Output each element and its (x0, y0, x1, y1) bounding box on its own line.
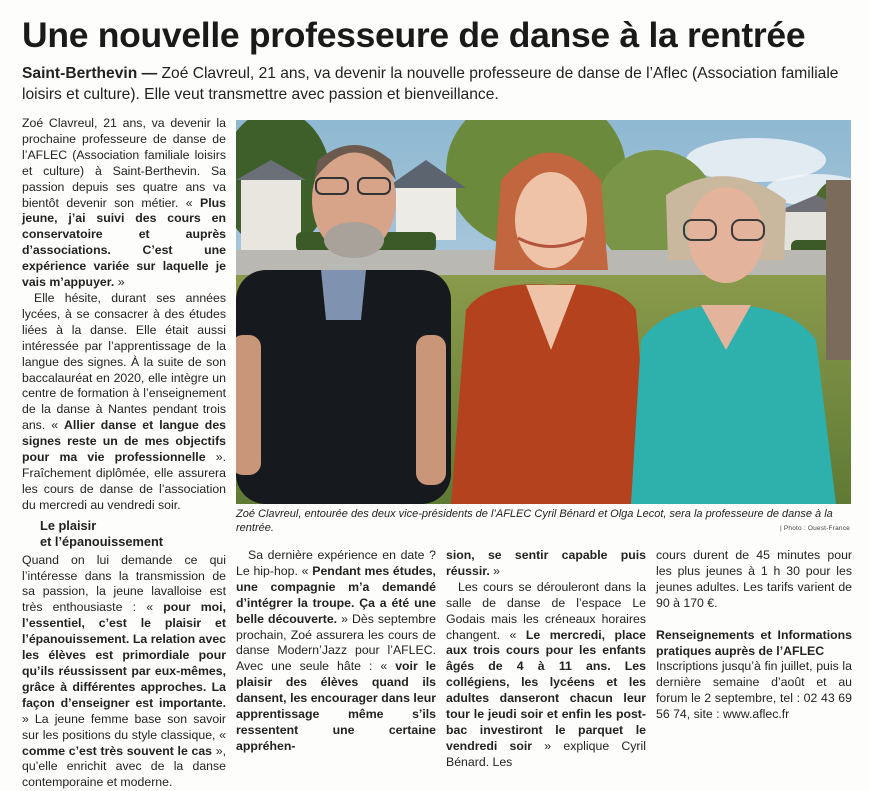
text: Les cours se dérouleront dans la salle de danse de l’espace Le Godais mais les créneaux horaires changent. « (446, 579, 646, 642)
text: » (489, 563, 501, 578)
text: Sa dernière expérience en date ? Le hip-hop. « (236, 548, 436, 578)
text: » explique Cyril Bénard. Les (446, 738, 646, 769)
photo-credit: | Photo : Ouest-France (779, 525, 850, 532)
info-title (656, 628, 852, 660)
quote: Le mercredi, place aux trois cours pour les enfants âgés de 4 à 11 ans. Les collégiens, les lycéens et les adultes danseront chacun leur tour le jeudi soir et enfin les post-bac investiront le parquet le vendredi soir (446, 627, 646, 753)
col3-paragraph-2 (446, 580, 646, 771)
info-title-text: Renseignements et Informations pratiques auprès de l’AFLEC (656, 627, 852, 658)
column-2 (236, 548, 436, 755)
quote: Plus jeune, j’ai suivi des cours en conservatoire et auprès d’associations. C’est une expérience variée sur laquelle je vais m’appuyer. (22, 195, 226, 290)
subheading (40, 518, 226, 550)
column-4 (656, 548, 852, 723)
text: ». Fraîchement diplômée, elle assurera les cours de danse de l’association du mercredi au vendredi soir. (22, 450, 226, 512)
text: Zoé Clavreul, 21 ans, va devenir la prochaine professeure de danse de l’AFLEC (Association familiale loisirs et culture) à Saint-Berthevin. Sa passion depuis ses quatre ans va bientôt devenir son métier. « (22, 116, 226, 210)
article-photo (236, 120, 851, 504)
photo-illustration (236, 120, 851, 504)
column-1 (22, 116, 226, 791)
text: Quand on lui demande ce qui l’intéresse dans la transmission de sa passion, la jeune lavalloise est très enthousiaste : « (22, 552, 226, 615)
lead-place: Saint-Berthevin — (22, 65, 158, 82)
quote: sion, se sentir capable puis réussir. (446, 548, 646, 578)
text: », qu’elle enrichit avec de la danse contemporaine et moderne. (22, 743, 226, 790)
lead-text: Zoé Clavreul, 21 ans, va devenir la nouvelle professeure de danse de l’Aflec (Association familiale loisirs et culture). Elle veut transmettre avec passion et bienveillance. (22, 65, 839, 103)
text: » La jeune femme base son savoir sur les positions du style classique, « (22, 711, 226, 742)
col1-paragraph-3 (22, 553, 226, 791)
col1-paragraph-2 (22, 291, 226, 514)
quote: pour moi, l’essentiel, c’est le plaisir et l’épanouissement. La relation avec les élèves est primordiale pour qu’ils réussissent par eux-mêmes, grâce à différentes approches. La façon d’enseigner est importante. (22, 600, 226, 710)
column-3 (446, 548, 646, 771)
headline: Une nouvelle professeure de danse à la rentrée (22, 15, 806, 55)
col1-paragraph-1 (22, 116, 226, 291)
col2-paragraph-1 (236, 548, 436, 755)
quote: comme c’est très souvent le cas (22, 743, 213, 758)
info-text: Inscriptions jusqu’à fin juillet, puis la dernière semaine d’août et au forum le 2 septembre, tel : 02 43 69 56 74, site : www.aflec.fr (656, 659, 852, 722)
subheading-line-1: Le plaisir (40, 517, 97, 533)
photo-caption: Zoé Clavreul, entourée des deux vice-présidents de l’AFLEC Cyril Bénard et Olga Lecot, sera la professeure de danse à la rentrée. (236, 508, 833, 534)
quote: voir le plaisir des élèves quand ils dansent, les encourager dans leur apprentissage même s’ils ressentent une certaine appréhen- (236, 659, 436, 753)
text: » (114, 275, 125, 290)
quote: Pendant mes études, une compagnie m’a demandé d’intégrer la troupe. Ça a été une belle découverte. (236, 563, 436, 626)
lead-paragraph (22, 63, 842, 105)
text: Elle hésite, durant ses années lycées, à se consacrer à des études liées à la danse. Elle était aussi intéressée par l’apprentissage de la langue des signes. À la suite de son baccalauréat en 2020, elle intègre un centre de formation à l’enseignement de la danse à Nantes pendant trois ans. « (22, 290, 226, 433)
subheading-line-2: et l’épanouissement (40, 533, 164, 549)
col4-paragraph-1: cours durent de 45 minutes pour les plus jeunes à 1 h 30 pour les jeunes adultes. Les tarifs varient de 90 à 170 €. (656, 548, 852, 610)
quote: Allier danse et langue des signes reste un de mes objectifs pour ma vie professionnelle (22, 418, 226, 465)
col3-paragraph-1 (446, 548, 646, 580)
text: » Dès septembre prochain, Zoé assurera les cours de danse Modern’Jazz pour l’AFLEC. Avec une seule hâte : « (236, 611, 436, 674)
